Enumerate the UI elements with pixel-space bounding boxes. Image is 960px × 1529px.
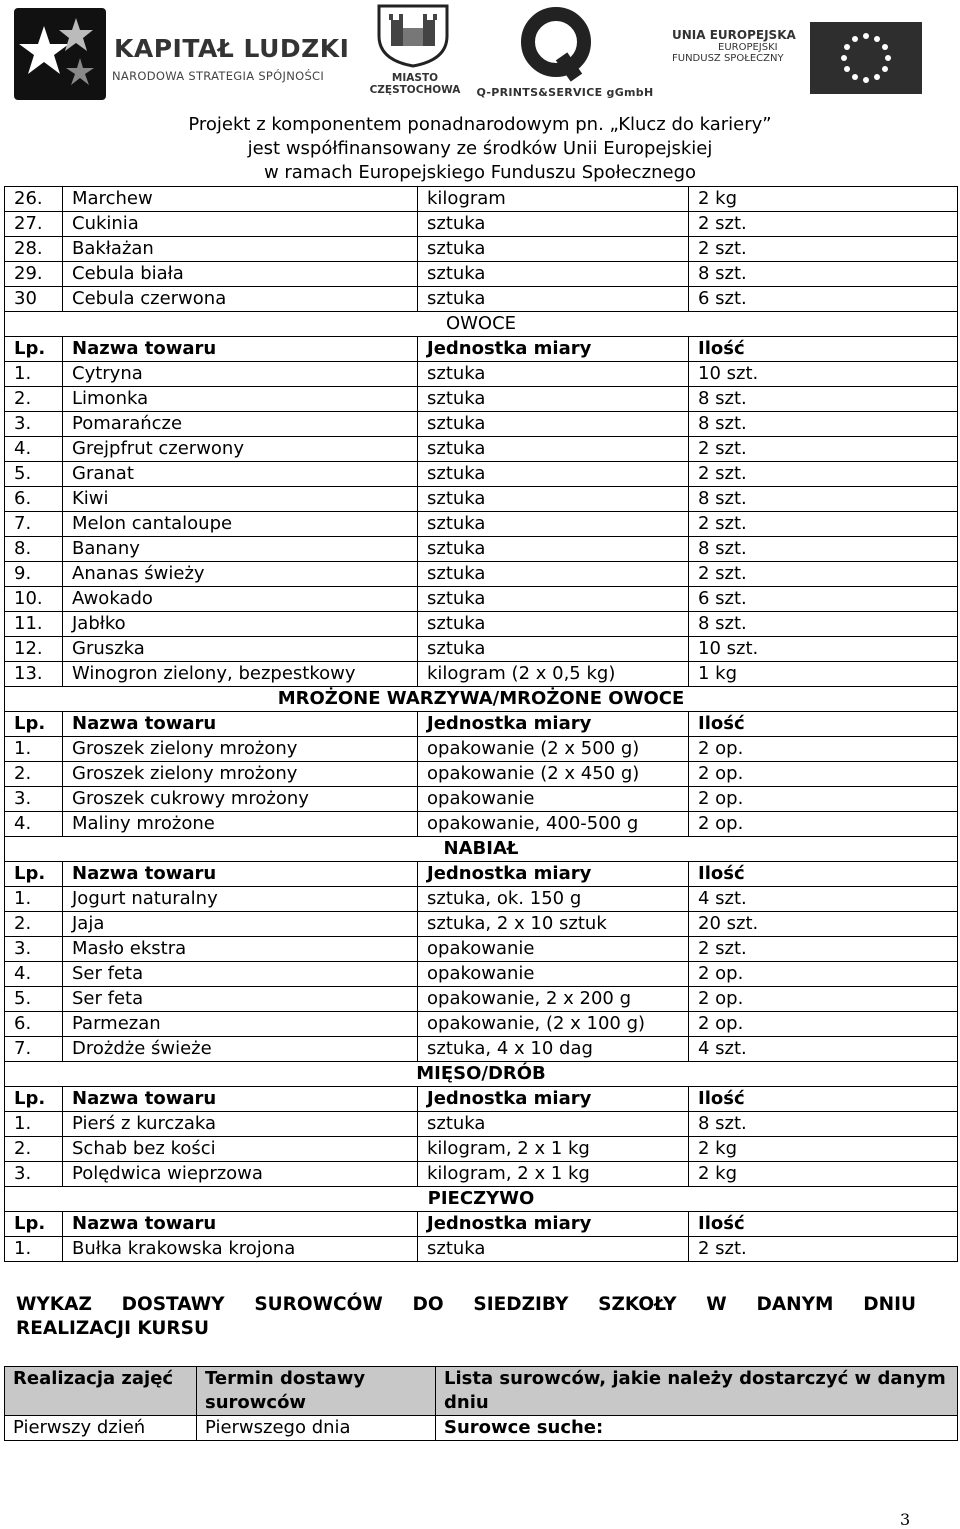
column-header-row — [5, 337, 958, 362]
product-name: Marchew — [63, 187, 418, 212]
table-row — [5, 912, 958, 937]
row-number: 29. — [5, 262, 63, 287]
product-name: Groszek zielony mrożony — [63, 762, 418, 787]
project-header — [0, 113, 960, 185]
column-header-row — [5, 1212, 958, 1237]
row-number: 26. — [5, 187, 63, 212]
q-letter-icon — [518, 6, 598, 82]
header-qty: Ilość — [689, 862, 958, 887]
header-qty: Ilość — [689, 337, 958, 362]
header-unit: Jednostka miary — [418, 1212, 689, 1237]
product-unit: kilogram, 2 x 1 kg — [418, 1137, 689, 1162]
product-unit: opakowanie (2 x 450 g) — [418, 762, 689, 787]
product-unit: sztuka — [418, 212, 689, 237]
eu-line-2: EUROPEJSKI — [718, 42, 778, 53]
product-quantity: 8 szt. — [689, 612, 958, 637]
header-name: Nazwa towaru — [63, 337, 418, 362]
header-lp: Lp. — [5, 1087, 63, 1112]
product-unit: sztuka — [418, 262, 689, 287]
product-quantity: 8 szt. — [689, 1112, 958, 1137]
header-lp: Lp. — [5, 712, 63, 737]
header-qty: Ilość — [689, 712, 958, 737]
product-quantity: 2 szt. — [689, 937, 958, 962]
product-quantity: 8 szt. — [689, 487, 958, 512]
table-row — [5, 562, 958, 587]
product-name: Bakłażan — [63, 237, 418, 262]
product-name: Cebula czerwona — [63, 287, 418, 312]
product-name: Banany — [63, 537, 418, 562]
header-unit: Jednostka miary — [418, 1087, 689, 1112]
product-unit: sztuka — [418, 287, 689, 312]
header-logos — [0, 0, 960, 108]
header-unit: Jednostka miary — [418, 337, 689, 362]
row-number: 3. — [5, 787, 63, 812]
header-ingredient-list: Lista surowców, jakie należy dostarczyć w danym dniu — [436, 1367, 958, 1416]
row-number: 4. — [5, 812, 63, 837]
header-unit: Jednostka miary — [418, 712, 689, 737]
product-quantity: 20 szt. — [689, 912, 958, 937]
product-unit: sztuka — [418, 462, 689, 487]
eu-line-3: FUNDUSZ SPOŁECZNY — [672, 53, 784, 64]
city-logo — [365, 2, 465, 106]
product-name: Drożdże świeże — [63, 1037, 418, 1062]
table-row — [5, 587, 958, 612]
summary-line-2: REALIZACJI KURSU — [16, 1318, 210, 1339]
header-qty: Ilość — [689, 1212, 958, 1237]
product-unit: sztuka — [418, 487, 689, 512]
product-name: Awokado — [63, 587, 418, 612]
column-header-row — [5, 712, 958, 737]
product-name: Ser feta — [63, 987, 418, 1012]
product-name: Limonka — [63, 387, 418, 412]
section-title-row — [5, 1187, 958, 1212]
product-unit: opakowanie (2 x 500 g) — [418, 737, 689, 762]
product-name: Granat — [63, 462, 418, 487]
table-row — [5, 212, 958, 237]
product-unit: opakowanie, 2 x 200 g — [418, 987, 689, 1012]
section-title: PIECZYWO — [5, 1187, 958, 1212]
q-prints-logo — [470, 2, 660, 106]
product-quantity: 2 op. — [689, 962, 958, 987]
row-number: 2. — [5, 387, 63, 412]
table-row — [5, 387, 958, 412]
star-emblem-icon — [14, 8, 106, 100]
delivery-day: Pierwszy dzień — [5, 1416, 197, 1441]
header-lp: Lp. — [5, 1212, 63, 1237]
product-quantity: 2 kg — [689, 187, 958, 212]
project-line-1: Projekt z komponentem ponadnarodowym pn. „Klucz do kariery” — [188, 114, 772, 135]
table-row — [5, 537, 958, 562]
product-quantity: 2 szt. — [689, 462, 958, 487]
table-row — [5, 937, 958, 962]
product-unit: sztuka — [418, 412, 689, 437]
product-quantity: 10 szt. — [689, 637, 958, 662]
delivery-table — [4, 1366, 958, 1441]
column-header-row — [5, 1087, 958, 1112]
product-unit: opakowanie — [418, 937, 689, 962]
product-name: Gruszka — [63, 637, 418, 662]
product-name: Groszek zielony mrożony — [63, 737, 418, 762]
header-classes: Realizacja zajęć — [5, 1367, 197, 1416]
product-name: Pomarańcze — [63, 412, 418, 437]
products-table — [4, 186, 958, 1262]
logo-subtitle: NARODOWA STRATEGIA SPÓJNOŚCI — [112, 69, 325, 83]
product-quantity: 1 kg — [689, 662, 958, 687]
eu-line-1: UNIA EUROPEJSKA — [672, 28, 796, 42]
row-number: 2. — [5, 762, 63, 787]
table-row — [5, 1037, 958, 1062]
row-number: 7. — [5, 512, 63, 537]
row-number: 11. — [5, 612, 63, 637]
table-row — [5, 187, 958, 212]
table-row — [5, 962, 958, 987]
city-coat-of-arms-icon — [373, 2, 453, 68]
product-quantity: 2 szt. — [689, 212, 958, 237]
delivery-term: Pierwszego dnia — [197, 1416, 436, 1441]
product-unit: opakowanie, (2 x 100 g) — [418, 1012, 689, 1037]
section-title-row — [5, 312, 958, 337]
row-number: 3. — [5, 412, 63, 437]
product-unit: sztuka — [418, 387, 689, 412]
product-quantity: 6 szt. — [689, 587, 958, 612]
header-name: Nazwa towaru — [63, 1087, 418, 1112]
table-row — [5, 612, 958, 637]
row-number: 2. — [5, 1137, 63, 1162]
product-name: Groszek cukrowy mrożony — [63, 787, 418, 812]
product-quantity: 2 op. — [689, 1012, 958, 1037]
product-unit: sztuka — [418, 612, 689, 637]
row-number: 27. — [5, 212, 63, 237]
section-title-row — [5, 837, 958, 862]
product-quantity: 2 op. — [689, 787, 958, 812]
section-title-row — [5, 687, 958, 712]
product-name: Cebula biała — [63, 262, 418, 287]
product-name: Kiwi — [63, 487, 418, 512]
product-unit: sztuka, 2 x 10 sztuk — [418, 912, 689, 937]
product-unit: kilogram, 2 x 1 kg — [418, 1162, 689, 1187]
product-quantity: 10 szt. — [689, 362, 958, 387]
product-quantity: 4 szt. — [689, 1037, 958, 1062]
summary-line-1: WYKAZ DOSTAWY SUROWCÓW DO SIEDZIBY SZKOŁY W DANYM DNIU — [16, 1294, 916, 1315]
product-unit: sztuka — [418, 1112, 689, 1137]
row-number: 1. — [5, 737, 63, 762]
product-unit: sztuka — [418, 362, 689, 387]
product-name: Grejpfrut czerwony — [63, 437, 418, 462]
kapital-ludzki-logo — [14, 8, 354, 100]
header-lp: Lp. — [5, 862, 63, 887]
column-header-row — [5, 862, 958, 887]
header-name: Nazwa towaru — [63, 862, 418, 887]
product-quantity: 6 szt. — [689, 287, 958, 312]
section-title: MROŻONE WARZYWA/MROŻONE OWOCE — [5, 687, 958, 712]
product-quantity: 8 szt. — [689, 537, 958, 562]
product-unit: sztuka — [418, 562, 689, 587]
table-row — [5, 1237, 958, 1262]
product-unit: sztuka — [418, 537, 689, 562]
row-number: 6. — [5, 487, 63, 512]
table-row — [5, 437, 958, 462]
header-name: Nazwa towaru — [63, 712, 418, 737]
project-line-3: w ramach Europejskiego Funduszu Społecznego — [263, 162, 697, 183]
row-number: 5. — [5, 987, 63, 1012]
product-unit: sztuka — [418, 1237, 689, 1262]
header-qty: Ilość — [689, 1087, 958, 1112]
section-title: NABIAŁ — [5, 837, 958, 862]
product-quantity: 2 szt. — [689, 437, 958, 462]
product-unit: sztuka — [418, 237, 689, 262]
product-name: Cytryna — [63, 362, 418, 387]
eu-logo — [670, 22, 960, 92]
q-prints-name: Q-PRINTS&SERVICE gGmbH — [476, 86, 654, 99]
product-quantity: 2 kg — [689, 1162, 958, 1187]
logo-title: KAPITAŁ LUDZKI — [114, 34, 350, 63]
row-number: 7. — [5, 1037, 63, 1062]
table-row — [5, 362, 958, 387]
table-row — [5, 787, 958, 812]
product-unit: sztuka — [418, 587, 689, 612]
table-row — [5, 1112, 958, 1137]
table-row — [5, 887, 958, 912]
table-row — [5, 412, 958, 437]
table-row — [5, 1012, 958, 1037]
product-name: Ser feta — [63, 962, 418, 987]
table-row — [5, 237, 958, 262]
table-row — [5, 1137, 958, 1162]
product-unit: sztuka — [418, 437, 689, 462]
row-number: 3. — [5, 937, 63, 962]
table-row — [5, 487, 958, 512]
product-name: Maliny mrożone — [63, 812, 418, 837]
row-number: 3. — [5, 1162, 63, 1187]
product-name: Jabłko — [63, 612, 418, 637]
product-quantity: 8 szt. — [689, 262, 958, 287]
delivery-summary-title — [16, 1293, 916, 1341]
product-quantity: 2 op. — [689, 987, 958, 1012]
city-name: MIASTO CZĘSTOCHOWA — [369, 72, 461, 96]
row-number: 30 — [5, 287, 63, 312]
table-row — [5, 737, 958, 762]
product-unit: sztuka, ok. 150 g — [418, 887, 689, 912]
row-number: 6. — [5, 1012, 63, 1037]
table-row — [5, 512, 958, 537]
product-unit: opakowanie — [418, 787, 689, 812]
product-quantity: 8 szt. — [689, 387, 958, 412]
row-number: 5. — [5, 462, 63, 487]
header-lp: Lp. — [5, 337, 63, 362]
product-quantity: 2 op. — [689, 812, 958, 837]
product-name: Parmezan — [63, 1012, 418, 1037]
product-name: Winogron zielony, bezpestkowy — [63, 662, 418, 687]
product-name: Masło ekstra — [63, 937, 418, 962]
product-quantity: 8 szt. — [689, 412, 958, 437]
product-unit: kilogram — [418, 187, 689, 212]
eu-flag-icon — [810, 22, 922, 94]
product-name: Polędwica wieprzowa — [63, 1162, 418, 1187]
product-quantity: 2 szt. — [689, 512, 958, 537]
table-row — [5, 637, 958, 662]
table-row — [5, 762, 958, 787]
product-name: Bułka krakowska krojona — [63, 1237, 418, 1262]
product-unit: kilogram (2 x 0,5 kg) — [418, 662, 689, 687]
section-title: OWOCE — [5, 312, 958, 337]
product-name: Schab bez kości — [63, 1137, 418, 1162]
row-number: 2. — [5, 912, 63, 937]
page-number: 3 — [900, 1510, 911, 1529]
row-number: 1. — [5, 1112, 63, 1137]
table-row — [5, 662, 958, 687]
product-quantity: 4 szt. — [689, 887, 958, 912]
product-quantity: 2 op. — [689, 737, 958, 762]
product-name: Cukinia — [63, 212, 418, 237]
row-number: 28. — [5, 237, 63, 262]
row-number: 1. — [5, 1237, 63, 1262]
product-name: Pierś z kurczaka — [63, 1112, 418, 1137]
delivery-list: Surowce suche: — [436, 1416, 958, 1441]
row-number: 1. — [5, 887, 63, 912]
row-number: 12. — [5, 637, 63, 662]
section-title: MIĘSO/DRÓB — [5, 1062, 958, 1087]
product-unit: sztuka — [418, 637, 689, 662]
row-number: 9. — [5, 562, 63, 587]
header-unit: Jednostka miary — [418, 862, 689, 887]
row-number: 10. — [5, 587, 63, 612]
product-quantity: 2 kg — [689, 1137, 958, 1162]
table-row — [5, 462, 958, 487]
product-quantity: 2 op. — [689, 762, 958, 787]
row-number: 4. — [5, 962, 63, 987]
table-row — [5, 287, 958, 312]
row-number: 4. — [5, 437, 63, 462]
row-number: 1. — [5, 362, 63, 387]
product-unit: sztuka — [418, 512, 689, 537]
product-quantity: 2 szt. — [689, 562, 958, 587]
row-number: 8. — [5, 537, 63, 562]
product-name: Ananas świeży — [63, 562, 418, 587]
table-row — [5, 987, 958, 1012]
product-quantity: 2 szt. — [689, 1237, 958, 1262]
product-unit: opakowanie, 400-500 g — [418, 812, 689, 837]
table-row — [5, 1162, 958, 1187]
delivery-row — [5, 1416, 958, 1441]
product-name: Melon cantaloupe — [63, 512, 418, 537]
delivery-header-row — [5, 1367, 958, 1416]
table-row — [5, 812, 958, 837]
product-name: Jogurt naturalny — [63, 887, 418, 912]
product-quantity: 2 szt. — [689, 237, 958, 262]
header-name: Nazwa towaru — [63, 1212, 418, 1237]
table-row — [5, 262, 958, 287]
product-name: Jaja — [63, 912, 418, 937]
section-title-row — [5, 1062, 958, 1087]
product-unit: sztuka, 4 x 10 dag — [418, 1037, 689, 1062]
product-unit: opakowanie — [418, 962, 689, 987]
project-line-2: jest współfinansowany ze środków Unii Europejskiej — [247, 138, 713, 159]
header-delivery-date: Termin dostawy surowców — [197, 1367, 436, 1416]
row-number: 13. — [5, 662, 63, 687]
